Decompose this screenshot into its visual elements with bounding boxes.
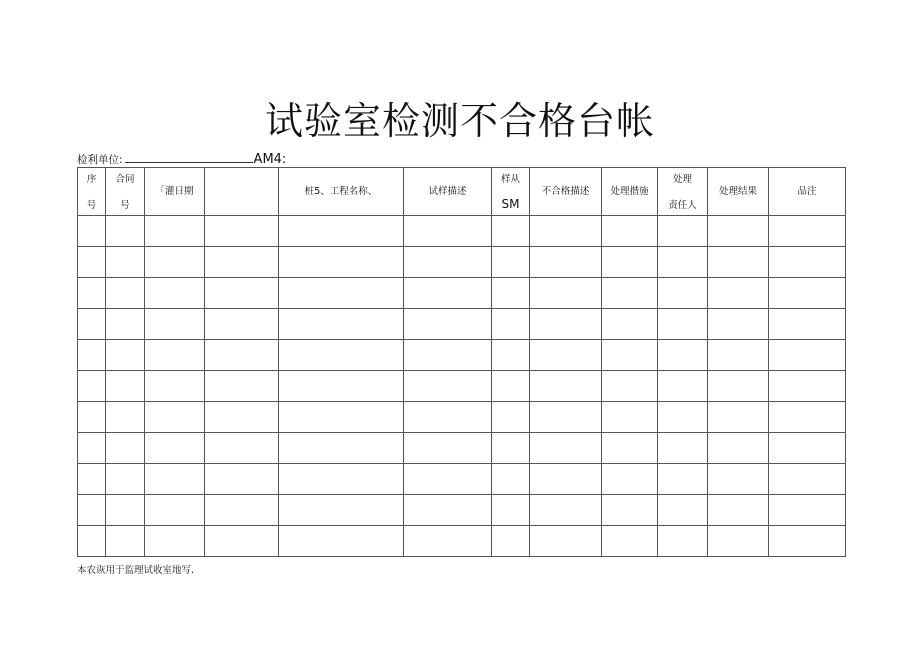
table-cell[interactable] [492, 340, 530, 371]
table-cell[interactable] [78, 216, 106, 247]
table-cell[interactable] [492, 278, 530, 309]
table-cell[interactable] [404, 309, 492, 340]
table-cell[interactable] [530, 340, 602, 371]
table-row [78, 433, 846, 464]
table-cell[interactable] [404, 340, 492, 371]
table-cell[interactable] [769, 402, 846, 433]
table-cell[interactable] [658, 216, 708, 247]
table-cell[interactable] [658, 340, 708, 371]
col-header-sample-desc: 试样描述 [404, 168, 492, 216]
table-cell[interactable] [530, 402, 602, 433]
col-header-responsible-bottom: 责任人 [668, 200, 697, 212]
table-cell[interactable] [145, 402, 205, 433]
table-cell[interactable] [78, 402, 106, 433]
col-header-date: 「灌日期 [145, 168, 205, 216]
table-cell[interactable] [205, 340, 279, 371]
table-cell[interactable] [279, 402, 404, 433]
col-header-seq [78, 168, 106, 216]
col-header-sample [492, 168, 530, 216]
col-header-blank [205, 168, 279, 216]
table-cell[interactable] [602, 278, 658, 309]
table-cell[interactable] [492, 216, 530, 247]
table-cell[interactable] [492, 464, 530, 495]
header-row [78, 168, 846, 216]
table-cell[interactable] [658, 309, 708, 340]
table-cell[interactable] [530, 495, 602, 526]
table-row [78, 340, 846, 371]
table-cell[interactable] [404, 433, 492, 464]
table-cell[interactable] [106, 402, 145, 433]
table-cell[interactable] [708, 371, 769, 402]
table-cell[interactable] [106, 495, 145, 526]
table-cell[interactable] [404, 402, 492, 433]
table-row [78, 216, 846, 247]
table-cell[interactable] [205, 247, 279, 278]
table-cell[interactable] [279, 247, 404, 278]
table-cell[interactable] [106, 247, 145, 278]
table-cell[interactable] [602, 247, 658, 278]
table-cell[interactable] [404, 216, 492, 247]
table-cell[interactable] [205, 371, 279, 402]
table-cell[interactable] [279, 526, 404, 557]
table-row [78, 278, 846, 309]
table-cell[interactable] [205, 278, 279, 309]
table-cell[interactable] [106, 371, 145, 402]
table-cell[interactable] [145, 433, 205, 464]
table-cell[interactable] [78, 433, 106, 464]
table-cell[interactable] [279, 216, 404, 247]
unit-code: AM4: [253, 152, 287, 167]
table-cell[interactable] [145, 495, 205, 526]
table-cell[interactable] [205, 402, 279, 433]
table-cell[interactable] [78, 278, 106, 309]
table-cell[interactable] [404, 371, 492, 402]
table-cell[interactable] [658, 495, 708, 526]
table-row [78, 464, 846, 495]
table-row [78, 526, 846, 557]
table-cell[interactable] [602, 309, 658, 340]
table-cell[interactable] [279, 433, 404, 464]
table-cell[interactable] [279, 309, 404, 340]
col-header-responsible-top: 处理 [672, 173, 692, 185]
table-cell[interactable] [145, 216, 205, 247]
table-cell[interactable] [279, 464, 404, 495]
table-cell[interactable] [205, 526, 279, 557]
table-cell[interactable] [769, 309, 846, 340]
table-cell[interactable] [769, 526, 846, 557]
table-row [78, 402, 846, 433]
table-cell[interactable] [106, 433, 145, 464]
table-cell[interactable] [708, 340, 769, 371]
table-cell[interactable] [78, 340, 106, 371]
table-cell[interactable] [106, 309, 145, 340]
ledger-table [77, 167, 846, 557]
table-cell[interactable] [602, 402, 658, 433]
table-row [78, 247, 846, 278]
table-cell[interactable] [769, 464, 846, 495]
table-cell[interactable] [602, 526, 658, 557]
table-cell[interactable] [602, 464, 658, 495]
table-cell[interactable] [205, 309, 279, 340]
table-cell[interactable] [205, 216, 279, 247]
table-row [78, 495, 846, 526]
table-cell[interactable] [530, 371, 602, 402]
table-cell[interactable] [78, 309, 106, 340]
table-cell[interactable] [78, 526, 106, 557]
table-cell[interactable] [602, 216, 658, 247]
table-cell[interactable] [769, 340, 846, 371]
col-header-sample-bottom: SM [501, 197, 520, 212]
table-cell[interactable] [769, 433, 846, 464]
table-cell[interactable] [530, 309, 602, 340]
table-cell[interactable] [769, 371, 846, 402]
table-cell[interactable] [404, 247, 492, 278]
table-cell[interactable] [492, 433, 530, 464]
table-cell[interactable] [530, 526, 602, 557]
table-cell[interactable] [492, 526, 530, 557]
table-cell[interactable] [658, 433, 708, 464]
table-cell[interactable] [658, 526, 708, 557]
col-header-seq-bottom: 号 [86, 200, 97, 212]
col-header-seq-top: 序 [86, 173, 97, 185]
table-cell[interactable] [279, 278, 404, 309]
col-header-result: 处理结果 [708, 168, 769, 216]
table-cell[interactable] [708, 526, 769, 557]
table-cell[interactable] [279, 495, 404, 526]
table-cell[interactable] [205, 464, 279, 495]
table-cell[interactable] [145, 371, 205, 402]
table-cell[interactable] [769, 216, 846, 247]
table-cell[interactable] [769, 278, 846, 309]
table-cell[interactable] [106, 278, 145, 309]
table-cell[interactable] [145, 340, 205, 371]
table-cell[interactable] [106, 216, 145, 247]
table-cell[interactable] [708, 247, 769, 278]
table-cell[interactable] [78, 495, 106, 526]
table-cell[interactable] [530, 464, 602, 495]
col-header-contract [106, 168, 145, 216]
table-cell[interactable] [205, 433, 279, 464]
table-cell[interactable] [106, 526, 145, 557]
table-cell[interactable] [106, 464, 145, 495]
table-cell[interactable] [279, 371, 404, 402]
table-cell[interactable] [279, 340, 404, 371]
table-cell[interactable] [78, 464, 106, 495]
table-cell[interactable] [404, 495, 492, 526]
table-cell[interactable] [492, 495, 530, 526]
table-cell[interactable] [78, 247, 106, 278]
table-cell[interactable] [492, 402, 530, 433]
table-cell[interactable] [530, 278, 602, 309]
table-cell[interactable] [658, 371, 708, 402]
table-cell[interactable] [658, 278, 708, 309]
table-cell[interactable] [708, 464, 769, 495]
table-cell[interactable] [769, 495, 846, 526]
table-cell[interactable] [658, 247, 708, 278]
table-cell[interactable] [769, 247, 846, 278]
table-cell[interactable] [658, 464, 708, 495]
table-cell[interactable] [404, 464, 492, 495]
page-title: 试验室检测不合格台帐 [264, 99, 655, 143]
table-cell[interactable] [530, 433, 602, 464]
table-cell[interactable] [708, 309, 769, 340]
table-cell[interactable] [602, 340, 658, 371]
unit-label: 检利单位: [77, 154, 123, 166]
table-cell[interactable] [145, 464, 205, 495]
col-header-measures: 处理揩施 [602, 168, 658, 216]
col-header-project: 桩5、工程名称、 [279, 168, 404, 216]
col-header-sample-top: 样从 [500, 173, 520, 185]
col-header-nonconform: 不合格描述 [530, 168, 602, 216]
table-cell[interactable] [492, 247, 530, 278]
table-cell[interactable] [708, 278, 769, 309]
table-cell[interactable] [78, 371, 106, 402]
table-cell[interactable] [492, 371, 530, 402]
table-cell[interactable] [492, 309, 530, 340]
table-cell[interactable] [404, 526, 492, 557]
table-cell[interactable] [145, 309, 205, 340]
col-header-contract-top: 合同 [115, 173, 135, 185]
unit-line [77, 152, 286, 167]
table-cell[interactable] [708, 433, 769, 464]
table-cell[interactable] [145, 247, 205, 278]
table-row [78, 309, 846, 340]
table-cell[interactable] [708, 402, 769, 433]
unit-blank-field [125, 152, 253, 163]
table-cell[interactable] [708, 216, 769, 247]
col-header-contract-bottom: 号 [120, 200, 130, 212]
table-cell[interactable] [205, 495, 279, 526]
table-cell[interactable] [708, 495, 769, 526]
table-cell[interactable] [106, 340, 145, 371]
table-cell[interactable] [145, 278, 205, 309]
table-cell[interactable] [404, 278, 492, 309]
footnote: 本农诙用于监理试收室地写. [77, 565, 195, 576]
table-cell[interactable] [530, 247, 602, 278]
table-cell[interactable] [602, 371, 658, 402]
table-cell[interactable] [145, 526, 205, 557]
col-header-remarks: 品注 [769, 168, 846, 216]
table-row [78, 371, 846, 402]
col-header-responsible [658, 168, 708, 216]
table-cell[interactable] [658, 402, 708, 433]
table-cell[interactable] [602, 495, 658, 526]
table-cell[interactable] [602, 433, 658, 464]
table-cell[interactable] [530, 216, 602, 247]
ledger-body [78, 216, 846, 557]
